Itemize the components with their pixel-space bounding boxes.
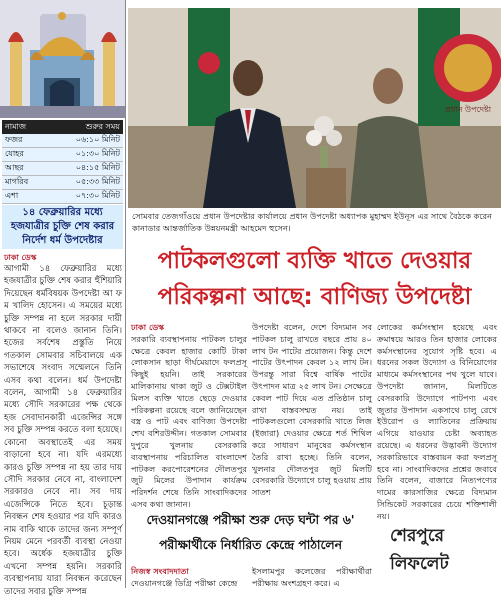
prayer-time: ০৫:৩৩ মিনিট [75, 177, 120, 186]
left-story-dateline: ঢাকা ডেস্ক [4, 253, 37, 262]
prayer-time: ০১:৩০ মিনিট [75, 149, 120, 158]
main-story-column-1 [131, 322, 247, 509]
main-headline-line-2: পরিকল্পনা আছে: বাণিজ্য উপদেষ্টা [157, 284, 472, 310]
main-story-column-2: উপদেষ্টা বলেন, দেশে বিদ্যমান সব পাটকল চালু রাখতে বছরে প্রায় ৪০ লাখ টন পাটের প্রয়োজন। কিন্তু দেশে পাটের উৎপাদন কেবল ১২ লাখ টন। উপরন্তু সারা বিশ্বে বার্ষিক পাটের উৎপাদন মাত্র ২৫ লাখ টন। সেক্ষেত্রে কেবল পাট দিয়ে এত প্রতিষ্ঠান চালু রাখা বাস্তবসম্মত নয়। তাই পাটকলগুলো বেসরকারি খাতে লিজ (ইজারা) দেওয়ার ক্ষেত্রে শর্ত শিথিল করে সাধারণ মানুষের কর্মসংস্থান তৈরি রাখা হচ্ছে। তিনি বলেন, খুলনার দৌলতপুর জুট মিলটি বেসরকারি উদ্যোগে চালু হওয়ায় প্রায় সাতশ [252, 322, 372, 498]
left-story-headline[interactable]: ১৪ ফেব্রুয়ারির মধ্যে হজযাত্রীর চুক্তি শেষ করার নির্দেশ ধর্ম উপদেষ্টার [2, 205, 123, 249]
main-story-col1-text: সরকারি ব্যবস্থাপনায় পাটকল চালুর ক্ষেত্রে কেবল হাজার কোটি টাকা লোকসান ছাড়া দীর্ঘমেয়াদে ফলপ্রসূ কিছুই হয়নি। তাই সরকারের মালিকানায় থাকা জুট ও টেক্সটাইল মিলস ব্যক্তি খাতে ছেড়ে দেওয়ার পরিকল্পনা রয়েছে বলে জানিয়েছেন বস্ত্র ও পাট এবং বাণিজ্য উপদেষ্টা শেখ বশিরউদ্দীন। গতকাল সোমবার দুপুরে খুলনায় বেসরকারি ব্যবস্থাপনায় পরিচালিত বাংলাদেশ পাটকল করপোরেশনের দৌলতপুর জুট মিলের উপাদান কার্যক্রম পরিদর্শন শেষে তিনি সাংবাদিকদের এসব কথা জানান। [131, 333, 247, 509]
meeting-photo [128, 8, 501, 208]
prayer-name: যোহর [5, 149, 24, 158]
prayer-row [2, 162, 123, 176]
main-headline-line-1: পাটকলগুলো ব্যক্তি খাতে দেওয়ার [157, 248, 472, 274]
photo-caption: সোমবার তেজগাঁওয়ে প্রধান উপদেষ্টার কার্যালয়ে প্রধান উপদেষ্টা অধ্যাপক মুহাম্মদ ইউনূস এর সাথে বৈঠকে করেন কানাডার আন্তর্জাতিক উন্নয়নমন্ত্রী আহমেদ হুসেন। [132, 211, 493, 233]
sub-story-headline[interactable] [128, 508, 373, 568]
sub-story-column-1 [131, 566, 247, 588]
main-story-dateline: ঢাকা ডেস্ক [131, 322, 165, 332]
main-story-headline[interactable] [128, 243, 501, 319]
sub-headline-line-1: দেওয়ানগঞ্জে পরীক্ষা শুরু দেড় ঘন্টা পর ৬' [146, 513, 355, 527]
sub-headline-line-2: পরীক্ষার্থীকে নির্ধারিত কেন্দ্রে পাঠালেন [159, 538, 342, 552]
prayer-time: ০৪:১৫ মিনিট [75, 163, 120, 172]
prayer-row [2, 134, 123, 148]
prayer-times-header [2, 120, 123, 134]
prayer-row [2, 148, 123, 162]
emblem-caption: প্রধান উপদেষ্টা [444, 105, 492, 114]
prayer-name: মাগরিব [5, 177, 29, 186]
prayer-name: আছর [5, 163, 24, 172]
sherpur-headline[interactable] [376, 522, 501, 588]
prayer-row [2, 190, 123, 204]
prayer-name: ফজর [5, 135, 23, 144]
prayer-name: এশা [5, 191, 19, 200]
mosque-illustration [0, 0, 125, 118]
prayer-time: ০৬:১০ মিনিট [75, 135, 120, 144]
sub-story-column-2: ইসলামপুর কলেজের পরীক্ষার্থীরা পরীক্ষায় অংশগ্রহণ করে। এ [252, 566, 372, 588]
sherpur-line-2: লিফলেট [390, 554, 449, 574]
sub-story-dateline: নিজস্ব সংবাদদাতা [131, 566, 189, 576]
main-story-column-3: লোকের কর্মসংস্থান হয়েছে এবং ক্রমান্বয়ে আরও তিন হাজার লোকের কর্মসংস্থানের সুযোগ সৃষ্টি হবে। এ ধরনের সকল উদ্যোগ ও বিনিয়োগের মাধ্যমে কর্মসংস্থানের পথ খুলে যাবে। উপদেষ্টা জানান, মিলটিতে বেসরকারি উদ্যোগে পাটপণ্য এবং জুতার উপাদান একসাথে চালু রেখে ইউরোপ ও ল্যাতিনের প্রক্রিয়ায় এগিয়ে যাওয়ার চেষ্টা অব্যাহত রয়েছে। এ ধরনের উদ্ভাবনী উদ্যোগ সরকারিভাবে বাস্তবায়ন করা ফলপ্রসূ হবে না। সাংবাদিকদের প্রশ্নের জবাবে তিনি বলেন, বাজারে নিত্যপণ্যের দামের কারসাজির ক্ষেত্রে বিদ্যমান সিন্ডিকেট সরকারের চেয়ে শক্তিশালী নয়। [377, 322, 497, 521]
prayer-header-time: শুরুর সময় [85, 121, 120, 131]
prayer-row [2, 176, 123, 190]
prayer-header-name: নামাজ [5, 121, 27, 131]
left-story-body: আগামী ১৪ ফেব্রুয়ারির মধ্যে হজযাত্রীর চুক্তি শেষ করার হুঁশিয়ারি দিয়েছেন ধর্মবিষয়ক উপদেষ্টা আ ফ ম খালিদ হোসেন। এ সময়ের মধ্যে চুক্তি সম্পন্ন না হলে সরকার দায়ী থাকবে না বলেও জানান তিনি। হজের সর্বশেষ প্রস্তুতি নিয়ে গতকাল সোমবার সচিবালয়ে এক সভাশেষে সংবাদ সম্মেলনে তিনি এসব কথা বলেন। ধর্ম উপদেষ্টা বলেন, আগামী ১৪ ফেব্রুয়ারির মধ্যে সৌদি সরকারের পক্ষ থেকে হজ সেবাদানকারী এজেন্সির সঙ্গে সব চুক্তি সম্পন্ন করতে বলা হয়েছে। কোনো অবস্থাতেই এর সময় বাড়ানো হবে না। যদি এরমধ্যে কারও চুক্তি সম্পন্ন না হয় তার দায় সৌদি সরকার নেবে না, বাংলাদেশ সরকারও নেবে না। সব দায় এজেন্সিকে নিতে হবে। চূড়ান্ত নিবন্ধন শেষ হওয়ার পর যদি কারও নাম বাকি থাকে তাদের জন্য সম্পূর্ণ নিয়ম মেনে পরবর্তী ব্যবস্থা নেওয়া হবে। অর্ধেক হজযাত্রীর চুক্তি এখনো সম্পন্ন হয়নি। সরকারি ব্যবস্থাপনায় যারা নিবন্ধন করেছেন তাদের সবার চুক্তি সম্পন্ন [4, 264, 122, 597]
sherpur-line-1: শেরপুরে [390, 526, 445, 546]
sub-story-text-1: দেওয়ানগঞ্জে ডিগ্রি পরীক্ষা কেন্দ্রে [131, 577, 238, 588]
prayer-time: ০৭:৩০ মিনিট [75, 191, 120, 200]
